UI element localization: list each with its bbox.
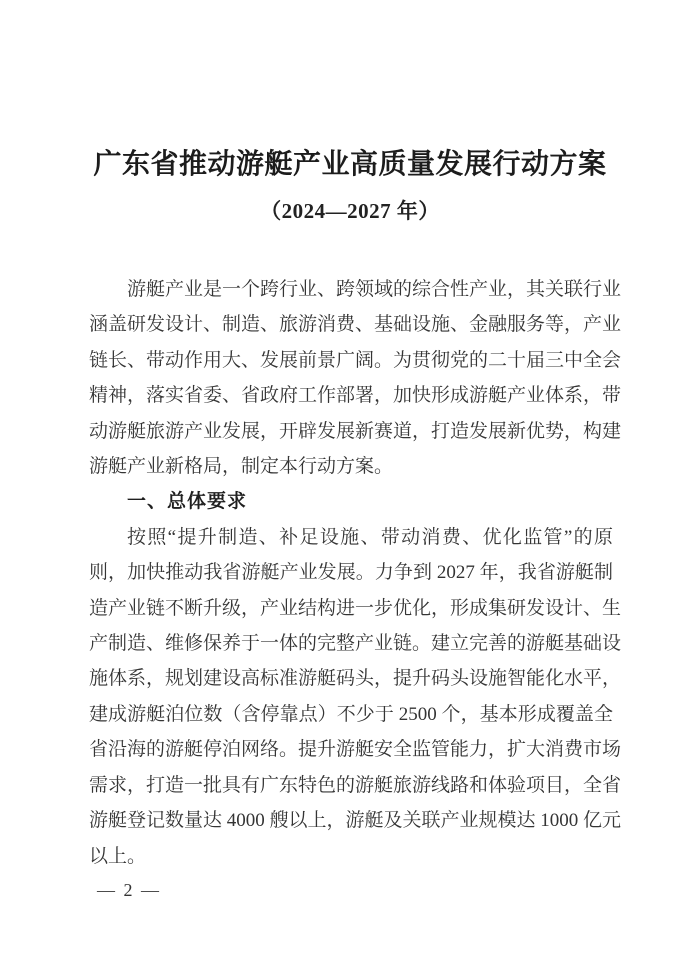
section1-paragraph-line: 施体系，规划建设高标准游艇码头，提升码头设施智能化水平， (89, 668, 622, 690)
intro-paragraph-line: 精神，落实省委、省政府工作部署，加快形成游艇产业体系，带 (89, 385, 622, 407)
section1-paragraph-line: 游艇登记数量达 4000 艘以上，游艇及关联产业规模达 1000 亿元 (89, 810, 622, 832)
section1-paragraph-line: 建成游艇泊位数（含停靠点）不少于 2500 个，基本形成覆盖全 (89, 703, 613, 725)
intro-paragraph-line: 涵盖研发设计、制造、旅游消费、基础设施、金融服务等，产业 (89, 314, 622, 336)
section1-paragraph-line: 造产业链不断升级，产业结构进一步优化，形成集研发设计、生 (89, 597, 622, 619)
intro-paragraph-line: 游艇产业是一个跨行业、跨领域的综合性产业，其关联行业 (127, 279, 622, 300)
page-number: — 2 — (97, 880, 161, 900)
section1-paragraph-line: 产制造、维修保养于一体的完整产业链。建立完善的游艇基础设 (89, 633, 622, 655)
intro-paragraph-line: 游艇产业新格局，制定本行动方案。 (89, 456, 394, 478)
intro-paragraph-line: 链长、带动作用大、发展前景广阔。为贯彻党的二十届三中全会 (89, 349, 622, 371)
document-title: 广东省推动游艇产业高质量发展行动方案 (93, 149, 607, 180)
document-subtitle: （2024—2027 年） (260, 199, 440, 223)
section1-paragraph-line: 省沿海的游艇停泊网络。提升游艇安全监管能力，扩大消费市场 (89, 739, 622, 761)
section-heading-overall-requirements: 一、总体要求 (127, 491, 248, 513)
document-body (89, 272, 622, 874)
section1-paragraph-line: 按照“提升制造、补足设施、带动消费、优化监管”的原 (127, 526, 613, 548)
section1-paragraph-line: 则，加快推动我省游艇产业发展。力争到 2027 年，我省游艇制 (89, 562, 613, 584)
section1-paragraph-line: 需求，打造一批具有广东特色的游艇旅游线路和体验项目，全省 (89, 774, 622, 796)
section1-paragraph-line: 以上。 (89, 845, 147, 867)
intro-paragraph-line: 动游艇旅游产业发展，开辟发展新赛道，打造发展新优势，构建 (89, 420, 622, 442)
